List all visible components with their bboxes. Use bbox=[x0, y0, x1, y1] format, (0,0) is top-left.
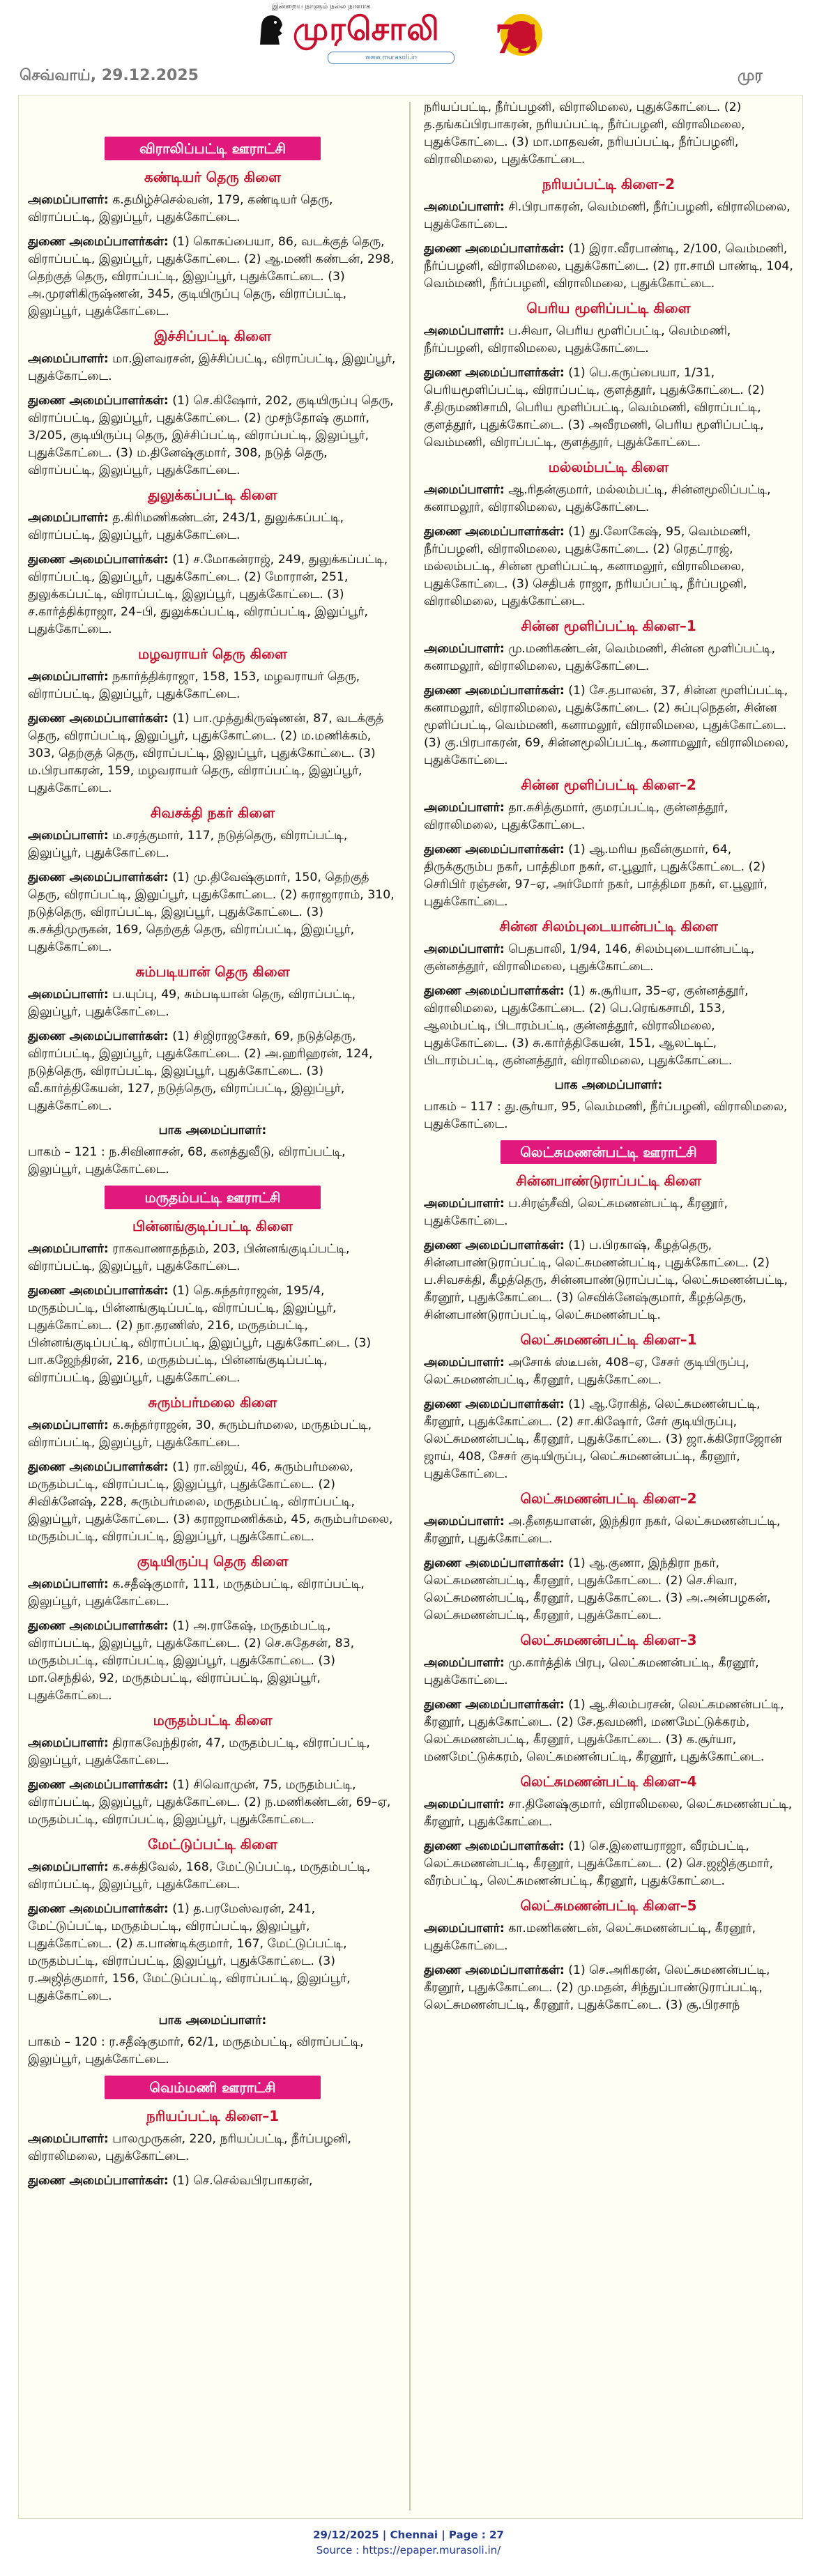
entry-role-label: துணை அமைப்பாளர்கள்: bbox=[28, 712, 169, 726]
member-entry bbox=[424, 199, 793, 233]
branch-heading: சின்னபாண்டுராப்பட்டி கிளை bbox=[516, 1172, 701, 1189]
entry-details: (1) செ.அரிகரன், லெட்சுமணன்பட்டி, கீரனூர், புதுக்கோட்டை. (2) மு.மதன், சிந்துப்பாண்டுராப்பட்டி, லெட்சுமணன்பட்டி, கீரனூர், புதுக்கோட்டை. (3) சூ.பிரசாந் bbox=[424, 1963, 770, 2012]
member-entry bbox=[424, 1962, 793, 2014]
entry-role-label: அமைப்பாளர்: bbox=[424, 801, 505, 815]
branch-heading: மேட்டுப்பட்டி கிளை bbox=[148, 1836, 277, 1853]
entry-role-label: துணை அமைப்பாளர்கள்: bbox=[424, 984, 565, 998]
issue-date: செவ்வாய், 29.12.2025 bbox=[20, 67, 199, 84]
member-entry bbox=[424, 1396, 793, 1483]
entry-details: அசோக் ஸ்டீபன், 408–ஏ, சேசர் குடியிருப்பு, லெட்சுமணன்பட்டி, கீரனூர், புதுக்கோட்டை. bbox=[424, 1356, 749, 1387]
entry-details: க.சதீஷ்குமார், 111, மருதம்பட்டி, விராப்பட்டி, இலுப்பூர், புதுக்கோட்டை. bbox=[28, 1577, 365, 1609]
section-subheading: பாக அமைப்பாளர்: bbox=[158, 2014, 267, 2027]
member-entry bbox=[424, 323, 793, 358]
member-entry bbox=[28, 1735, 397, 1770]
entry-details: (1) ப.பிரகாஷ், கீழத்தெரு, சின்னபாண்டுராப்பட்டி, லெட்சுமணன்பட்டி, புதுக்கோட்டை. (2) ப.சிவசக்தி, கீழத்தெரு, சின்னபாண்டுராப்பட்டி, லெட்சுமணன்பட்டி, கீரனூர், புதுக்கோட்டை. (3) செவிக்னேஷ்குமார், கீழத்தெரு, சின்னபாண்டுராப்பட்டி, லெட்சுமணன்பட்டி. bbox=[424, 1239, 788, 1322]
member-entry bbox=[28, 1417, 397, 1452]
entry-details: க.சுந்தர்ராஜன், 30, சுரும்பர்மலை, மருதம்பட்டி, விராப்பட்டி, இலுப்பூர், புதுக்கோட்டை. bbox=[28, 1418, 372, 1450]
entry-role-label: துணை அமைப்பாளர்கள்: bbox=[28, 1284, 169, 1298]
branch-heading: சின்ன மூளிப்பட்டி கிளை–1 bbox=[521, 618, 696, 634]
entry-role-label: துணை அமைப்பாளர்கள்: bbox=[28, 235, 169, 249]
entry-role-label: துணை அமைப்பாளர்கள்: bbox=[424, 684, 565, 698]
panchayat-heading: வெம்மணி ஊராட்சி bbox=[105, 2076, 321, 2099]
entry-details: (1) செ.செல்வபிரபாகரன், bbox=[168, 2174, 313, 2188]
entry-role-label: துணை அமைப்பாளர்கள்: bbox=[424, 843, 565, 857]
member-entry bbox=[424, 365, 793, 452]
branch-heading: துலுக்கப்பட்டி கிளை bbox=[148, 486, 277, 503]
member-entry bbox=[28, 1282, 397, 1387]
entry-details: (1) ச.மோகன்ராஜ், 249, துலுக்கப்பட்டி, விராப்பட்டி, இலுப்பூர், புதுக்கோட்டை. (2) மோரான், 251, துலுக்கப்பட்டி, விராப்பட்டி, இலுப்பூர், புதுக்கோட்டை. (3) ச.கார்த்திக்ராஜா, 24–பி, துலுக்கப்பட்டி, விராப்பட்டி, இலுப்பூர், புதுக்கோட்டை. bbox=[28, 553, 388, 636]
entry-role-label: துணை அமைப்பாளர்கள்: bbox=[424, 242, 565, 256]
entry-role-label: அமைப்பாளர்: bbox=[424, 1515, 505, 1528]
entry-role-label: அமைப்பாளர்: bbox=[424, 483, 505, 497]
entry-details: நகார்த்திக்ராஜா, 158, 153, மழவராயர் தெரு, விராப்பட்டி, இலுப்பூர், புதுக்கோட்டை. bbox=[28, 670, 360, 701]
entry-details: (1) செ.கிஷோர், 202, குடியிருப்பு தெரு, விராப்பட்டி, இலுப்பூர், புதுக்கோட்டை. (2) முசந்தோஷ் குமார், 3/205, குடியிருப்பு தெரு, இச்சிப்பட்டி, விராப்பட்டி, இலுப்பூர், புதுக்கோட்டை. (3) ம.தினேஷ்குமார், 308, நடுத் தெரு, விராப்பட்டி, இலுப்பூர், புதுக்கோட்டை. bbox=[28, 394, 394, 477]
entry-role-label: துணை அமைப்பாளர்கள்: bbox=[424, 1963, 565, 1977]
entry-role-label: துணை அமைப்பாளர்கள்: bbox=[424, 1556, 565, 1570]
panchayat-heading: லெட்சுமணன்பட்டி ஊராட்சி bbox=[501, 1140, 717, 1164]
entry-details: (1) ஆ.குணா, இந்திரா நகர், லெட்சுமணன்பட்டி, கீரனூர், புதுக்கோட்டை. (2) செ.சிவா, லெட்சுமணன்பட்டி, கீரனூர், புதுக்கோட்டை. (3) அ.அன்பழகன், லெட்சுமணன்பட்டி, கீரனூர், புதுக்கோட்டை. bbox=[424, 1556, 771, 1623]
entry-role-label: அமைப்பாளர்: bbox=[424, 642, 505, 656]
entry-details: பெதபாலி, 1/94, 146, சிலம்புடையான்பட்டி, குன்னத்தூர், விராலிமலை, புதுக்கோட்டை. bbox=[424, 942, 755, 974]
entry-details: மா.இளவரசன், இச்சிப்பட்டி, விராப்பட்டி, இலுப்பூர், புதுக்கோட்டை. bbox=[28, 352, 396, 383]
entry-role-label: அமைப்பாளர்: bbox=[424, 942, 505, 956]
section-subheading: பாக அமைப்பாளர்: bbox=[554, 1078, 663, 1092]
branch-heading: லெட்சுமணன்பட்டி கிளை–4 bbox=[520, 1773, 697, 1790]
entry-details: (1) மு.திவேஷ்குமார், 150, தெற்குத் தெரு, விராப்பட்டி, இலுப்பூர், புதுக்கோட்டை. (2) சுராஜாராம், 310, நடுத்தெரு, விராப்பட்டி, இலுப்பூர், புதுக்கோட்டை. (3) சு.சக்திமுருகன், 169, தெற்குத் தெரு, விராப்பட்டி, இலுப்பூர், புதுக்கோட்டை. bbox=[28, 871, 395, 954]
member-entry bbox=[28, 1901, 397, 2005]
member-entry bbox=[424, 1354, 793, 1389]
entry-role-label: துணை அமைப்பாளர்கள்: bbox=[28, 1460, 169, 1474]
entry-role-label: துணை அமைப்பாளர்கள்: bbox=[28, 871, 169, 884]
entry-role-label: அமைப்பாளர்: bbox=[424, 1356, 505, 1370]
entry-details: (1) பெ.கருப்பையா, 1/31, பெரியமூளிப்பட்டி, விராப்பட்டி, குளத்தூர், புதுக்கோட்டை. (2) சீ.திருமணிசாமி, பெரிய மூளிப்பட்டி, வெம்மணி, விராப்பட்டி, குளத்தூர், புதுக்கோட்டை. (3) அவீரமணி, பெரிய மூளிப்பட்டி, வெம்மணி, விராப்பட்டி, குளத்தூர், புதுக்கோட்டை. bbox=[424, 366, 765, 450]
member-entry bbox=[424, 1838, 793, 1890]
member-entry bbox=[28, 2172, 397, 2190]
entry-role-label: துணை அமைப்பாளர்கள்: bbox=[28, 1902, 169, 1916]
right-column bbox=[424, 99, 793, 2021]
text-paragraph: நரியப்பட்டி, நீர்ப்பழனி, விராலிமலை, புதுக்கோட்டை. (2) த.தங்கப்பிரபாகரன், நரியப்பட்டி, நீர்ப்பழனி, விராலிமலை, புதுக்கோட்டை. (3) மா.மாதவன், நரியப்பட்டி, நீர்ப்பழனி, விராலிமலை, புதுக்கோட்டை. bbox=[424, 100, 745, 167]
entry-details: ஆ.ரிதன்குமார், மல்லம்பட்டி, சின்னமூலிப்பட்டி, கனாமலூர், விராலிமலை, புதுக்கோட்டை. bbox=[424, 483, 771, 514]
member-entry bbox=[28, 192, 397, 227]
entry-role-label: அமைப்பாளர்: bbox=[424, 200, 505, 214]
entry-role-label: அமைப்பாளர்: bbox=[424, 1797, 505, 1811]
entry-details: (1) தெ.சுந்தர்ராஜன், 195/4, மருதம்பட்டி, பின்னங்குடிப்பட்டி, விராப்பட்டி, இலுப்பூர், புதுக்கோட்டை. (2) நா.தரணிஸ், 216, மருதம்பட்டி, பின்னங்குடிப்பட்டி, விராப்பட்டி, இலுப்பூர், புதுக்கோட்டை. (3) பா.கஜேந்திரன், 216, மருதம்பட்டி, பின்னங்குடிப்பட்டி, விராப்பட்டி, இலுப்பூர், புதுக்கோட்டை. bbox=[28, 1284, 372, 1385]
entry-details: மு.மணிகண்டன், வெம்மணி, சின்ன மூளிப்பட்டி, கனாமலூர், விராலிமலை, புதுக்கோட்டை. bbox=[424, 642, 776, 673]
member-entry bbox=[28, 233, 397, 321]
masthead-tagline: இன்றைய நாளும் நல்ல நாளாக bbox=[272, 3, 371, 10]
member-entry bbox=[28, 1618, 397, 1705]
text-paragraph: பாகம் – 121 : ந.சிவினாசன், 68, கனத்துவீடு, விராப்பட்டி, இலுப்பூர், புதுக்கோட்டை. bbox=[28, 1145, 346, 1176]
member-entry bbox=[28, 392, 397, 480]
entry-details: (1) பா.முத்துகிருஷ்ணன், 87, வடக்குத் தெரு, விராப்பட்டி, இலுப்பூர், புதுக்கோட்டை. (2) ம.மணிக்கம், 303, தெற்குத் தெரு, விராப்பட்டி, இலுப்பூர், புதுக்கோட்டை. (3) ம.பிரபாகரன், 159, மழவராயர் தெரு, விராப்பட்டி, இலுப்பூர், புதுக்கோட்டை. bbox=[28, 712, 384, 795]
member-entry bbox=[424, 1796, 793, 1831]
footer-page-info: 29/12/2025 | Chennai | Page : 27 bbox=[313, 2529, 504, 2541]
member-entry bbox=[424, 941, 793, 976]
member-entry bbox=[424, 983, 793, 1070]
member-entry bbox=[28, 1241, 397, 1275]
entry-role-label: துணை அமைப்பாளர்கள்: bbox=[28, 553, 169, 567]
entry-role-label: அமைப்பாளர்: bbox=[424, 1922, 505, 1935]
entry-details: சி.பிரபாகரன், வெம்மணி, நீர்ப்பழனி, விராலிமலை, புதுக்கோட்டை. bbox=[424, 200, 791, 231]
branch-heading: லெட்சுமணன்பட்டி கிளை–5 bbox=[520, 1897, 697, 1914]
member-entry bbox=[424, 482, 793, 516]
member-entry bbox=[424, 1237, 793, 1324]
entry-details: (1) ரா.விஜய், 46, சுரும்பர்மலை, மருதம்பட்டி, விராப்பட்டி, இலுப்பூர், புதுக்கோட்டை. (2) சிவிக்னேஷ், 228, சுரும்பர்மலை, மருதம்பட்டி, விராப்பட்டி, இலுப்பூர், புதுக்கோட்டை. (3) கராஜாமணிக்கம், 45, சுரும்பர்மலை, மருதம்பட்டி, விராப்பட்டி, இலுப்பூர், புதுக்கோட்டை. bbox=[28, 1460, 393, 1544]
entry-details: (1) சு.சூரியா, 35–ஏ, குன்னத்தூர், விராலிமலை, புதுக்கோட்டை. (2) பெ.ரெங்கசாமி, 153, ஆலம்பட்டி, பிடாரம்பட்டி, குன்னத்தூர், விராலிமலை, புதுக்கோட்டை. (3) சு.கார்த்திகேயன், 151, ஆலட்டிட், பிடாரம்பட்டி, குன்னத்தூர், விராலிமலை, புதுக்கோட்டை. bbox=[424, 984, 749, 1068]
entry-details: (1) சிஜிராஜசேகர், 69, நடுத்தெரு, விராப்பட்டி, இலுப்பூர், புதுக்கோட்டை. (2) அ.ஹரிஹரன், 124, நடுத்தெரு, விராப்பட்டி, இலுப்பூர், புதுக்கோட்டை. (3) வீ.கார்த்திகேயன், 127, நடுத்தெரு, விராப்பட்டி, இலுப்பூர், புதுக்கோட்டை. bbox=[28, 1029, 373, 1113]
entry-role-label: துணை அமைப்பாளர்கள்: bbox=[424, 1239, 565, 1252]
entry-role-label: துணை அமைப்பாளர்கள்: bbox=[28, 1619, 169, 1633]
panchayat-heading: விராலிப்பட்டி ஊராட்சி bbox=[105, 137, 321, 160]
member-entry bbox=[424, 1655, 793, 1689]
branch-heading: சுரும்பர்மலை கிளை bbox=[148, 1394, 277, 1411]
panchayat-heading: மருதம்பட்டி ஊராட்சி bbox=[105, 1186, 321, 1209]
entry-role-label: அமைப்பாளர்: bbox=[28, 511, 109, 525]
entry-details: (1) த.பரமேஸ்வரன், 241, மேட்டுப்பட்டி, மருதம்பட்டி, விராப்பட்டி, இலுப்பூர், புதுக்கோட்டை. (2) க.பாண்டிக்குமார், 167, மேட்டுப்பட்டி, மருதம்பட்டி, விராப்பட்டி, இலுப்பூர், புதுக்கோட்டை. (3) ர.அஜித்குமார், 156, மேட்டுப்பட்டி, விராப்பட்டி, இலுப்பூர், புதுக்கோட்டை. bbox=[28, 1902, 351, 2003]
member-entry bbox=[28, 1459, 397, 1546]
member-entry bbox=[28, 1777, 397, 1829]
anniversary-75-logo bbox=[481, 4, 551, 66]
member-entry bbox=[28, 509, 397, 544]
member-entry bbox=[424, 799, 793, 834]
branch-heading: கண்டியர் தெரு கிளை bbox=[144, 169, 282, 185]
member-entry bbox=[28, 351, 397, 385]
entry-details: (1) ஆ.மரிய நவீன்குமார், 64, திருக்குரும்ப நகர், பாத்திமா நகர், எ.பூலூர், புதுக்கோட்டை. (2) செரிபிர் ரஞ்சன், 97–ஏ, அர்மோர் நகர், பாத்திமா நகர், எ.பூலூர், புதுக்கோட்டை. bbox=[424, 843, 768, 909]
member-entry bbox=[28, 2131, 397, 2165]
member-entry bbox=[28, 986, 397, 1021]
branch-heading: இச்சிப்பட்டி கிளை bbox=[153, 328, 272, 344]
footer-source-link[interactable]: Source : https://epaper.murasoli.in/ bbox=[316, 2544, 501, 2556]
branch-heading: நரியப்பட்டி கிளை–1 bbox=[146, 2108, 280, 2124]
entry-role-label: அமைப்பாளர்: bbox=[28, 1577, 109, 1591]
lion-emblem-icon bbox=[254, 10, 287, 49]
member-entry bbox=[28, 1859, 397, 1894]
anniversary-number: 75 bbox=[495, 15, 538, 63]
entry-role-label: அமைப்பாளர்: bbox=[424, 1197, 505, 1211]
entry-role-label: அமைப்பாளர்: bbox=[28, 1418, 109, 1432]
branch-heading: பெரிய மூளிப்பட்டி கிளை bbox=[526, 300, 691, 316]
column-divider bbox=[409, 102, 411, 2510]
section-subheading: பாக அமைப்பாளர்: bbox=[158, 1124, 267, 1137]
entry-details: (1) அ.ராகேஷ், மருதம்பட்டி, விராப்பட்டி, இலுப்பூர், புதுக்கோட்டை. (2) செ.சுதேசன், 83, மருதம்பட்டி, விராப்பட்டி, இலுப்பூர், புதுக்கோட்டை. (3) மா.செந்தில், 92, மருதம்பட்டி, விராப்பட்டி, இலுப்பூர், புதுக்கோட்டை. bbox=[28, 1619, 355, 1703]
member-entry bbox=[28, 1576, 397, 1611]
branch-heading: சின்ன சிலம்புடையான்பட்டி கிளை bbox=[499, 918, 718, 935]
page-footer bbox=[0, 2527, 817, 2558]
entry-details: கா.மணிகண்டன், லெட்சுமணன்பட்டி, கீரனூர், புதுக்கோட்டை. bbox=[424, 1922, 756, 1953]
entry-details: அ.தீனதயாளன், இந்திரா நகர், லெட்சுமணன்பட்டி, கீரனூர், புதுக்கோட்டை. bbox=[424, 1515, 781, 1546]
member-entry bbox=[28, 668, 397, 703]
entry-details: ம.சரத்குமார், 117, நடுத்தெரு, விராப்பட்டி, இலுப்பூர், புதுக்கோட்டை. bbox=[28, 829, 348, 860]
entry-role-label: துணை அமைப்பாளர்கள்: bbox=[28, 1778, 169, 1792]
member-entry bbox=[424, 682, 793, 769]
entry-details: சா.தினேஷ்குமார், விராலிமலை, லெட்சுமணன்பட்டி, கீரனூர், புதுக்கோட்டை. bbox=[424, 1797, 793, 1829]
newspaper-title: முரசொலி bbox=[293, 10, 440, 47]
entry-details: பாலமுருகன், 220, நரியப்பட்டி, நீர்ப்பழனி, விராலிமலை, புதுக்கோட்டை. bbox=[28, 2132, 351, 2163]
branch-heading: மழவராயர் தெரு கிளை bbox=[137, 645, 288, 662]
entry-role-label: அமைப்பாளர்: bbox=[28, 1242, 109, 1256]
entry-role-label: அமைப்பாளர்: bbox=[424, 1656, 505, 1670]
entry-details: (1) சிவொமுன், 75, மருதம்பட்டி, விராப்பட்டி, இலுப்பூர், புதுக்கோட்டை. (2) ந.மணிகண்டன், 69–ஏ, மருதம்பட்டி, விராப்பட்டி, இலுப்பூர், புதுக்கோட்டை. bbox=[28, 1778, 391, 1827]
entry-details: (1) து.லோகேஷ், 95, வெம்மணி, நீர்ப்பழனி, விராலிமலை, புதுக்கோட்டை. (2) ரெதட்ராஜ், மல்லம்பட்டி, சின்ன மூளிப்பட்டி, கனாமலூர், விராலிமலை, புதுக்கோட்டை. (3) செதிபக் ராஜா, நரியப்பட்டி, நீர்ப்பழனி, விராலிமலை, புதுக்கோட்டை. bbox=[424, 525, 751, 608]
text-paragraph: பாகம் – 120 : ர.சதீஷ்குமார், 62/1, மருதம்பட்டி, விராப்பட்டி, இலுப்பூர், புதுக்கோட்டை. bbox=[28, 2035, 364, 2067]
entry-details: தா.சுசித்குமார், குமரப்பட்டி, குன்னத்தூர், விராலிமலை, புதுக்கோட்டை. bbox=[424, 801, 728, 832]
entry-role-label: துணை அமைப்பாளர்கள்: bbox=[28, 1029, 169, 1043]
member-entry bbox=[424, 240, 793, 293]
branch-heading: பின்னங்குடிப்பட்டி கிளை bbox=[132, 1218, 293, 1234]
entry-role-label: அமைப்பாளர்: bbox=[28, 988, 109, 1002]
entry-role-label: அமைப்பாளர்: bbox=[28, 352, 109, 366]
branch-heading: லெட்சுமணன்பட்டி கிளை–3 bbox=[520, 1632, 697, 1648]
entry-role-label: அமைப்பாளர்: bbox=[424, 324, 505, 338]
branch-heading: சிவசக்தி நகர் கிளை bbox=[150, 804, 275, 821]
entry-role-label: துணை அமைப்பாளர்கள்: bbox=[424, 1698, 565, 1712]
entry-role-label: துணை அமைப்பாளர்கள்: bbox=[424, 1397, 565, 1411]
entry-details: (1) ஆ.ரோகித், லெட்சுமணன்பட்டி, கீரனூர், புதுக்கோட்டை. (2) சா.கிஷோர், சேர் குடியிருப்பு, லெட்சுமணன்பட்டி, கீரனூர், புதுக்கோட்டை. (3) ஜா.க்கிரோஜோன் ஜாய், 408, சேசர் குடியிருப்பு, லெட்சுமணன்பட்டி, கீரனூர், புதுக்கோட்டை. bbox=[424, 1397, 782, 1481]
member-entry bbox=[28, 710, 397, 797]
branch-heading: லெட்சுமணன்பட்டி கிளை–2 bbox=[520, 1490, 697, 1507]
branch-heading: குடியிருப்பு தெரு கிளை bbox=[137, 1553, 289, 1570]
member-entry bbox=[424, 1555, 793, 1625]
entry-details: க.தமிழ்ச்செல்வன், 179, கண்டியர் தெரு, விராப்பட்டி, இலுப்பூர், புதுக்கோட்டை. bbox=[28, 193, 333, 224]
entry-role-label: துணை அமைப்பாளர்கள்: bbox=[424, 366, 565, 380]
member-entry bbox=[424, 841, 793, 911]
branch-heading: சின்ன மூளிப்பட்டி கிளை–2 bbox=[521, 776, 696, 793]
entry-details: மு.கார்த்திக் பிரபு, லெட்சுமணன்பட்டி, கீரனூர், புதுக்கோட்டை. bbox=[424, 1656, 759, 1687]
member-entry bbox=[424, 1696, 793, 1766]
entry-role-label: துணை அமைப்பாளர்கள்: bbox=[424, 1839, 565, 1853]
entry-role-label: அமைப்பாளர்: bbox=[28, 2132, 109, 2146]
member-entry bbox=[424, 1195, 793, 1230]
branch-heading: நரியப்பட்டி கிளை–2 bbox=[542, 176, 675, 192]
branch-heading: மருதம்பட்டி கிளை bbox=[153, 1712, 273, 1728]
entry-role-label: அமைப்பாளர்: bbox=[28, 1736, 109, 1750]
entry-details: ப.சிரஞ்சீவி, லெட்சுமணன்பட்டி, கீரனூர், புதுக்கோட்டை. bbox=[424, 1197, 728, 1228]
masthead-subtitle: www.murasoli.in bbox=[328, 52, 455, 64]
branch-heading: லெட்சுமணன்பட்டி கிளை–1 bbox=[520, 1331, 697, 1348]
entry-role-label: துணை அமைப்பாளர்கள்: bbox=[28, 2174, 169, 2188]
entry-role-label: துணை அமைப்பாளர்கள்: bbox=[28, 394, 169, 408]
entry-details: த.கிரிமணிகண்டன், 243/1, துலுக்கப்பட்டி, விராப்பட்டி, இலுப்பூர், புதுக்கோட்டை. bbox=[28, 511, 344, 542]
entry-details: ப.யுப்பு, 49, சும்படியான் தெரு, விராப்பட்டி, இலுப்பூர், புதுக்கோட்டை. bbox=[28, 988, 356, 1019]
entry-details: திராகவேந்திரன், 47, மருதம்பட்டி, விராப்பட்டி, இலுப்பூர், புதுக்கோட்டை. bbox=[28, 1736, 370, 1768]
entry-details: (1) கொசுப்பையா, 86, வடக்குத் தெரு, விராப்பட்டி, இலுப்பூர், புதுக்கோட்டை. (2) ஆ.மணி கண்டன், 298, தெற்குத் தெரு, விராப்பட்டி, இலுப்பூர், புதுக்கோட்டை. (3) அ.முரளிகிருஷ்ணன், 345, குடியிருப்பு தெரு, விராப்பட்டி, இலுப்பூர், புதுக்கோட்டை. bbox=[28, 235, 395, 319]
entry-role-label: துணை அமைப்பாளர்கள்: bbox=[424, 525, 565, 539]
member-entry bbox=[28, 551, 397, 638]
entry-details: (1) செ.இளையராஜா, வீரம்பட்டி, லெட்சுமணன்பட்டி, கீரனூர், புதுக்கோட்டை. (2) செ.ஜஜித்குமார், வீரம்பட்டி, லெட்சுமணன்பட்டி, கீரனூர், புதுக்கோட்டை. bbox=[424, 1839, 774, 1888]
entry-details: ராகவாணாதந்தம், 203, பின்னங்குடிப்பட்டி, விராப்பட்டி, இலுப்பூர், புதுக்கோட்டை. bbox=[28, 1242, 350, 1273]
entry-role-label: அமைப்பாளர்: bbox=[28, 670, 109, 684]
member-entry bbox=[424, 523, 793, 611]
entry-details: ப.சிவா, பெரிய மூளிப்பட்டி, வெம்மணி, நீர்ப்பழனி, விராலிமலை, புதுக்கோட்டை. bbox=[424, 324, 731, 355]
entry-details: (1) சே.தபாலன், 37, சின்ன மூளிப்பட்டி, கனாமலூர், விராலிமலை, புதுக்கோட்டை. (2) சுப்புநெதன், சின்ன மூளிப்பட்டி, வெம்மணி, கனாமலூர், விராலிமலை, புதுக்கோட்டை. (3) கு.பிரபாகரன், 69, சின்னமூலிப்பட்டி, கனாமலூர், விராலிமலை, புதுக்கோட்டை. bbox=[424, 684, 789, 767]
masthead bbox=[0, 0, 817, 84]
entry-role-label: அமைப்பாளர்: bbox=[28, 829, 109, 843]
member-entry bbox=[424, 1920, 793, 1955]
member-entry bbox=[28, 827, 397, 862]
member-entry bbox=[28, 1028, 397, 1115]
entry-role-label: அமைப்பாளர்: bbox=[28, 1860, 109, 1874]
left-column bbox=[28, 137, 397, 2197]
branch-heading: மல்லம்பட்டி கிளை bbox=[548, 459, 669, 475]
entry-details: (1) இரா.வீரபாண்டி, 2/100, வெம்மணி, நீர்ப்பழனி, விராலிமலை, புதுக்கோட்டை. (2) ரா.சாமி பாண்டி, 104, வெம்மணி, நீர்ப்பழனி, விராலிமலை, புதுக்கோட்டை. bbox=[424, 242, 793, 291]
header-right-mark: முர bbox=[738, 67, 763, 84]
entry-role-label: அமைப்பாளர்: bbox=[28, 193, 109, 207]
entry-details: க.சக்திவேல், 168, மேட்டுப்பட்டி, மருதம்பட்டி, விராப்பட்டி, இலுப்பூர், புதுக்கோட்டை. bbox=[28, 1860, 371, 1892]
member-entry bbox=[424, 1513, 793, 1548]
text-paragraph: பாகம் – 117 : து.சூர்யா, 95, வெம்மணி, நீர்ப்பழனி, விராலிமலை, புதுக்கோட்டை. bbox=[424, 1100, 788, 1131]
entry-details: (1) ஆ.சிலம்பரசன், லெட்சுமணன்பட்டி, கீரனூர், புதுக்கோட்டை. (2) சே.தவமணி, மணமேட்டுக்கரம், லெட்சுமணன்பட்டி, கீரனூர், புதுக்கோட்டை. (3) க.சூர்யா, மணமேட்டுக்கரம், லெட்சுமணன்பட்டி, கீரனூர், புதுக்கோட்டை. bbox=[424, 1698, 784, 1764]
member-entry bbox=[424, 641, 793, 675]
branch-heading: சும்படியான் தெரு கிளை bbox=[135, 963, 290, 980]
member-entry bbox=[28, 869, 397, 956]
